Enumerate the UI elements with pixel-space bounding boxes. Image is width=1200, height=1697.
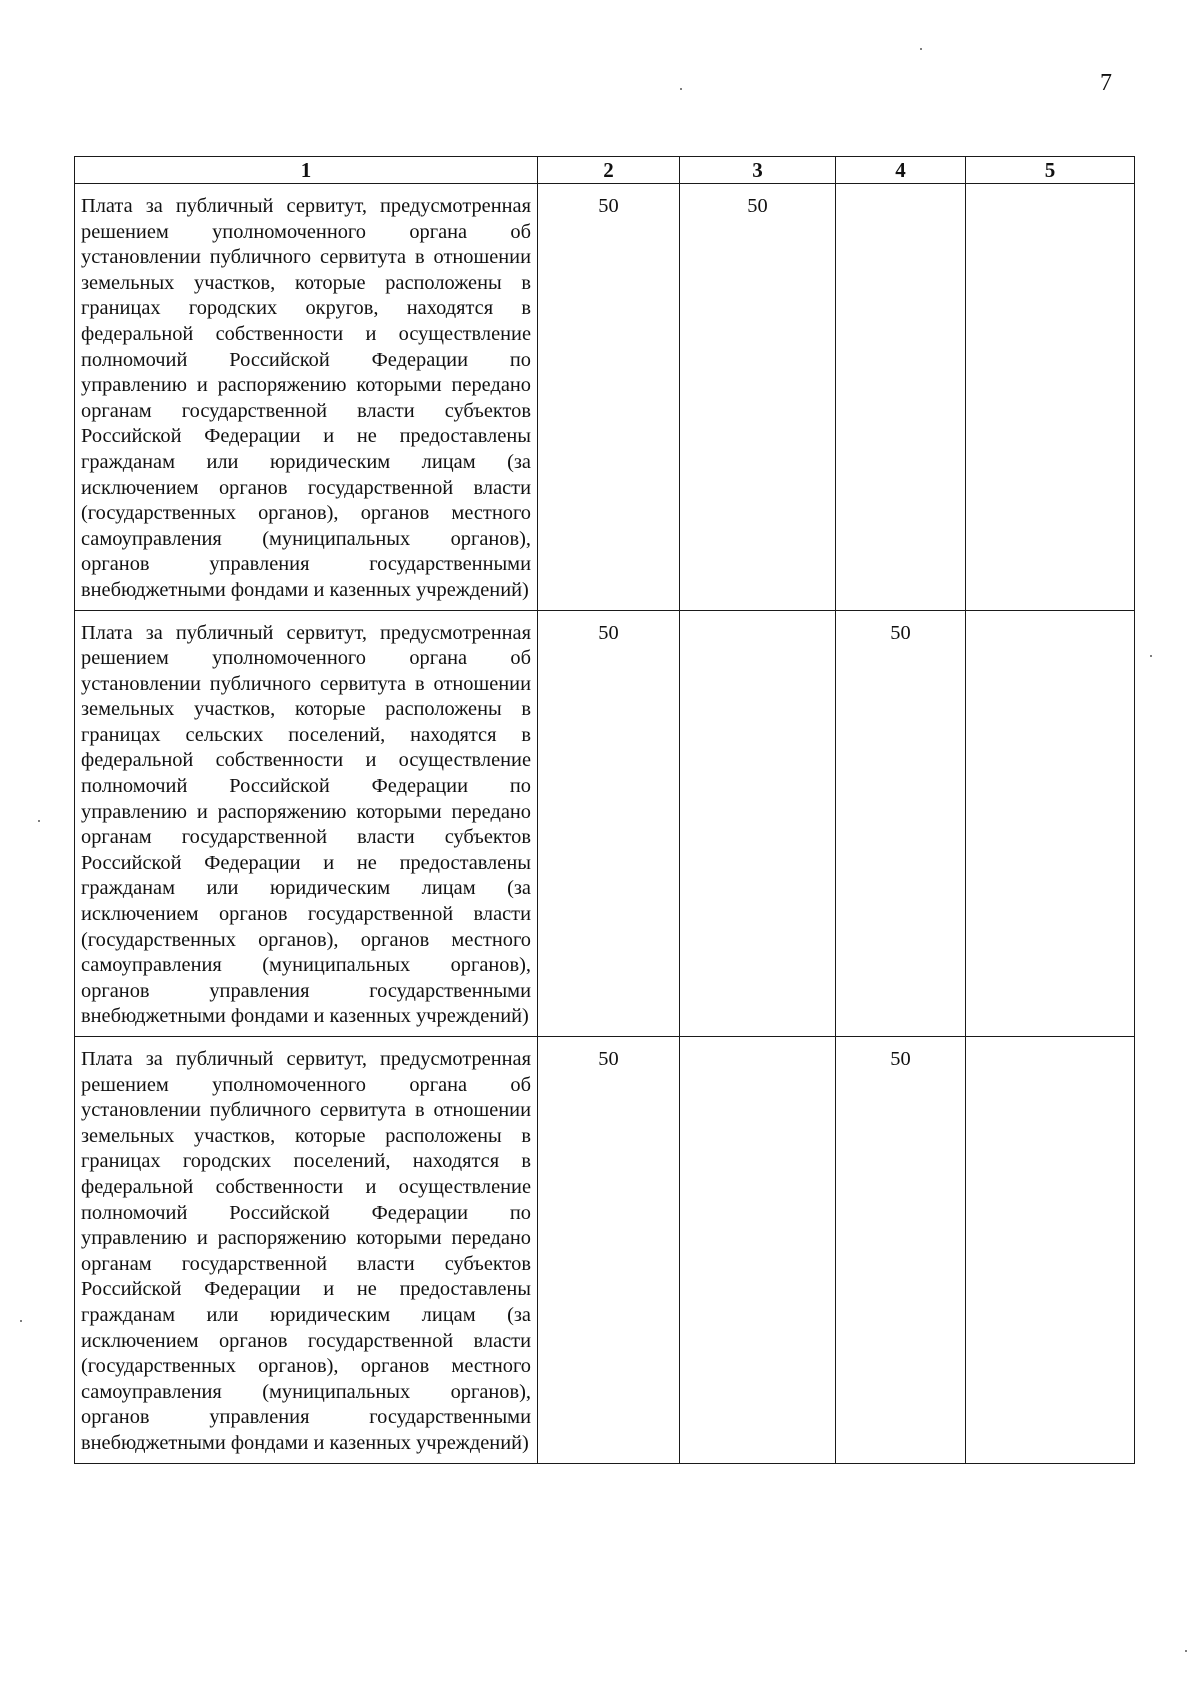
row-value-col4: 50 — [836, 1037, 966, 1464]
page-number: 7 — [1100, 70, 1112, 96]
table-row — [75, 610, 1135, 1037]
row-description: Плата за публичный сервитут, предусмотренная решением уполномоченного органа об установлении публичного сервитута в отношении земельных участков, которые расположены в границах городских округов, находятся в федеральной собственности и осуществление полномочий Российской Федерации по управлению и распоряжению которыми передано органам государственной власти субъектов Российской Федерации и не предоставлены гражданам или юридическим лицам (за исключением органов государственной власти (государственных органов), органов местного самоуправления (муниципальных органов), органов управления государственными внебюджетными фондами и казенных учреждений) — [75, 184, 538, 611]
table-row — [75, 184, 1135, 611]
row-description: Плата за публичный сервитут, предусмотренная решением уполномоченного органа об установлении публичного сервитута в отношении земельных участков, которые расположены в границах сельских поселений, находятся в федеральной собственности и осуществление полномочий Российской Федерации по управлению и распоряжению которыми передано органам государственной власти субъектов Российской Федерации и не предоставлены гражданам или юридическим лицам (за исключением органов государственной власти (государственных органов), органов местного самоуправления (муниципальных органов), органов управления государственными внебюджетными фондами и казенных учреждений) — [75, 610, 538, 1037]
table-header-row — [75, 157, 1135, 184]
scan-speck — [1150, 655, 1152, 657]
fees-table — [74, 156, 1135, 1464]
column-header-5: 5 — [966, 157, 1135, 184]
table-row — [75, 1037, 1135, 1464]
row-value-col3: 50 — [680, 184, 836, 611]
row-description: Плата за публичный сервитут, предусмотренная решением уполномоченного органа об установлении публичного сервитута в отношении земельных участков, которые расположены в границах городских поселений, находятся в федеральной собственности и осуществление полномочий Российской Федерации по управлению и распоряжению которыми передано органам государственной власти субъектов Российской Федерации и не предоставлены гражданам или юридическим лицам (за исключением органов государственной власти (государственных органов), органов местного самоуправления (муниципальных органов), органов управления государственными внебюджетными фондами и казенных учреждений) — [75, 1037, 538, 1464]
scan-speck — [920, 48, 922, 50]
column-header-4: 4 — [836, 157, 966, 184]
scan-speck — [20, 1320, 22, 1322]
column-header-1: 1 — [75, 157, 538, 184]
row-value-col5 — [966, 610, 1135, 1037]
column-header-3: 3 — [680, 157, 836, 184]
scan-speck — [1185, 1650, 1187, 1652]
scan-speck — [38, 820, 40, 822]
row-value-col5 — [966, 184, 1135, 611]
column-header-2: 2 — [538, 157, 680, 184]
row-value-col3 — [680, 610, 836, 1037]
scan-speck — [680, 88, 682, 90]
row-value-col2: 50 — [538, 1037, 680, 1464]
row-value-col4 — [836, 184, 966, 611]
row-value-col5 — [966, 1037, 1135, 1464]
row-value-col2: 50 — [538, 184, 680, 611]
row-value-col4: 50 — [836, 610, 966, 1037]
row-value-col3 — [680, 1037, 836, 1464]
row-value-col2: 50 — [538, 610, 680, 1037]
